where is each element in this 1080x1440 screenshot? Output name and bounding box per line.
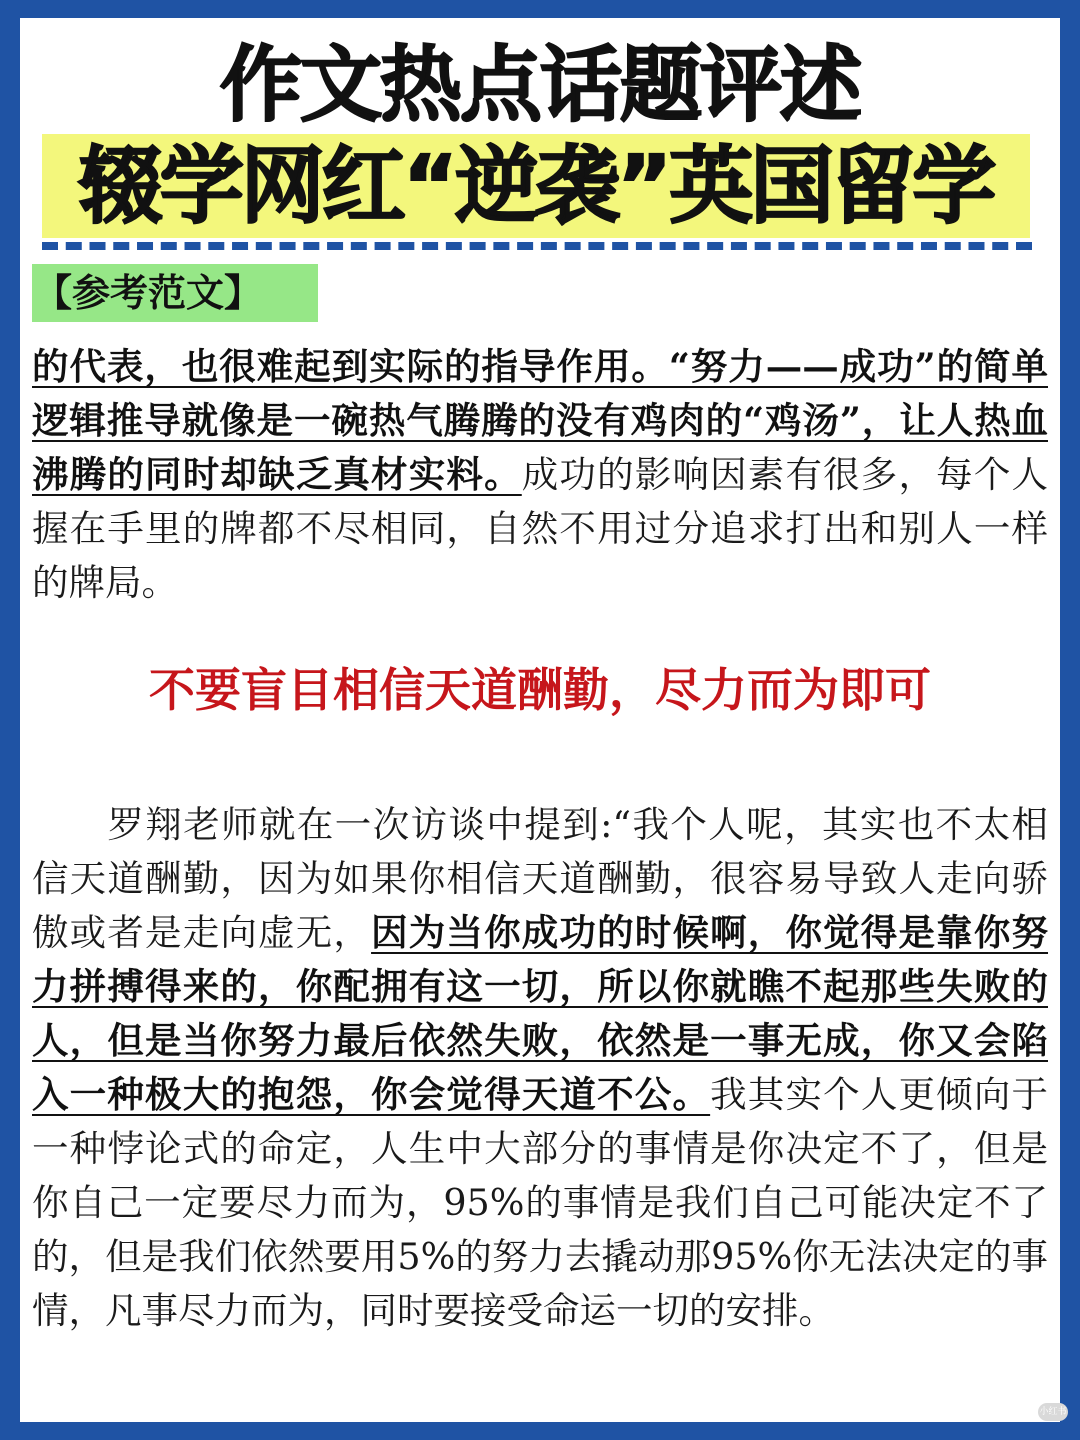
article-page <box>20 18 1067 1422</box>
section-heading: 不要盲目相信天道酬勤，尽力而为即可 <box>149 663 931 717</box>
dashed-divider <box>42 242 1032 250</box>
paragraph-2 <box>32 798 1048 1338</box>
watermark-badge: 小红书 <box>1038 1403 1068 1421</box>
paragraph-2-text-after: 我其实个人更倾向于一种悖论式的命定，人生中大部分的事情是你决定不了，但是你自己一定要尽力而为，95%的事情是我们自己可能决定不了的，但是我们依然要用5%的努力去撬动那95%你无法决定的事情，凡事尽力而为，同时要接受命运一切的安排。 <box>32 1073 1049 1332</box>
paragraph-2-text-before: 罗翔老师就在一次访谈中提到:“我个人呢，其实也不太相信天道酬勤，因为如果你相信天道酬勤，很容易导致人走向骄傲或者是走向虚无， <box>32 803 1048 954</box>
paragraph-1-emphasis: 的代表，也很难起到实际的指导作用。“努力——成功”的简单逻辑推导就像是一碗热气腾腾的没有鸡肉的“鸡汤”，让人热血沸腾的同时却缺乏真材实料。 <box>32 345 1048 496</box>
paragraph-1-text: 成功的影响因素有很多，每个人握在手里的牌都不尽相同，自然不用过分追求打出和别人一样的牌局。 <box>32 453 1048 604</box>
paragraph-1 <box>32 340 1048 610</box>
reference-essay-tag: 【参考范文】 <box>32 264 318 322</box>
paragraph-2-emphasis: 因为当你成功的时候啊，你觉得是靠你努力拼搏得来的，你配拥有这一切，所以你就瞧不起那些失败的人，但是当你努力最后依然失败，依然是一事无成，你又会陷入一种极大的抱怨，你会觉得天道不公。 <box>32 911 1049 1116</box>
page-subtitle: 辍学网红“逆袭”英国留学 <box>78 137 994 235</box>
page-title: 作文热点话题评述 <box>219 38 860 133</box>
